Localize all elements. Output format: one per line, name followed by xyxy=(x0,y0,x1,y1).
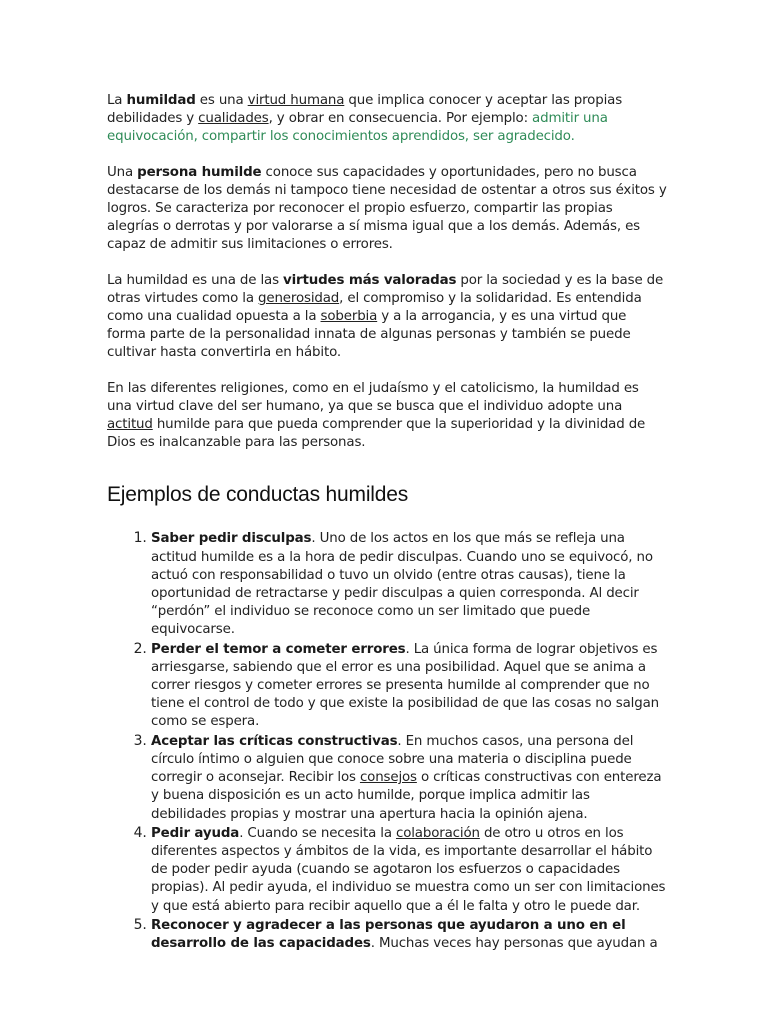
link-consejos[interactable]: consejos xyxy=(359,770,417,786)
list-item: 2. Perder el temor a cometer errores. La única forma de lograr objetivos es arriesgarse, sabiendo que el error es una posibilidad. Aquel que se anima a correr riesgos y cometer errores se presenta humilde al comprender que no tiene el control de todo y que existe la posibilidad de que las cosas no salgan como se espera. xyxy=(151,640,667,732)
bold-term: humildad xyxy=(126,93,196,108)
paragraph-religiones: En las diferentes religiones, como en el judaísmo y el catolicismo, la humildad es una virtud clave del ser humano, ya que se busca que el individuo adopte una actitud humilde para que pueda comprender que la superioridad y la divinidad de Dios es inalcanzable para las personas. xyxy=(107,380,646,451)
section-heading: Ejemplos de conductas humildes xyxy=(107,483,409,507)
bold-term: persona humilde xyxy=(137,164,262,180)
examples-list xyxy=(107,529,667,953)
list-item: 1. Saber pedir disculpas. Uno de los actos en los que más se refleja una actitud humilde es a la hora de pedir disculpas. Cuando uno se equivocó, no actuó con responsabilidad o tuvo un olvido (entre otras causas), tiene la oportunidad de retractarse y pedir disculpas a quien corresponda. Al decir “perdón” el individuo se reconoce como un ser limitado que puede equivocarse. xyxy=(151,529,667,639)
document-body xyxy=(107,92,667,953)
paragraph-virtudes: La humildad es una de las virtudes más valoradas por la sociedad y es la base de otras virtudes como la generosidad, el compromiso y la solidaridad. Es entendida como una cualidad opuesta a la soberbia y a la arrogancia, y es una virtud que forma parte de la personalidad innata de algunas personas y también se puede cultivar hasta convertirla en hábito. xyxy=(107,272,664,361)
example-text: admitir una equivocación, compartir los conocimientos aprendidos, ser agradecido. xyxy=(107,111,608,145)
link-cualidades[interactable]: cualidades xyxy=(198,111,269,127)
link-colaboracion[interactable]: colaboración xyxy=(395,825,480,841)
paragraph-humildad-definition: La humildad es una virtud humana que implica conocer y aceptar las propias debilidades y cualidades, y obrar en consecuencia. Por ejemplo: admitir una equivocación, compartir los conocimientos aprendidos, ser agradecido. xyxy=(107,93,623,145)
bold-term: virtudes más valoradas xyxy=(283,272,457,288)
paragraph-persona-humilde: Una persona humilde conoce sus capacidades y oportunidades, pero no busca destacarse de los demás ni tampoco tiene necesidad de ostentar a otros sus éxitos y logros. Se caracteriza por reconocer el propio esfuerzo, compartir las propias alegrías o derrotas y por valorarse a sí misma igual que a los demás. Además, es capaz de admitir sus limitaciones o errores. xyxy=(107,164,667,253)
list-item: 4. Pedir ayuda. Cuando se necesita la colaboración de otro u otros en los diferentes aspectos y ámbitos de la vida, es importante desarrollar el hábito de poder pedir ayuda (cuando se agotaron los esfuerzos o capacidades propias). Al pedir ayuda, el individuo se muestra como un ser con limitaciones y que está abierto para recibir aquello que a él le falta y otro le puede dar. xyxy=(151,824,667,916)
link-actitud[interactable]: actitud xyxy=(107,417,153,433)
list-item: 3. Aceptar las críticas constructivas. En muchos casos, una persona del círculo íntimo o alguien que conoce sobre una materia o disciplina puede corregir o aconsejar. Recibir los consejos o críticas constructivas con entereza y buena disposición es un acto humilde, porque implica admitir las debilidades propias y mostrar una apertura hacia la opinión ajena. xyxy=(151,732,667,824)
list-item: 5. Reconocer y agradecer a las personas que ayudaron a uno en el desarrollo de las capacidades. Muchas veces hay personas que ayudan a xyxy=(151,916,667,953)
link-generosidad[interactable]: generosidad xyxy=(258,290,340,306)
link-soberbia[interactable]: soberbia xyxy=(320,309,378,325)
link-virtud-humana[interactable]: virtud humana xyxy=(247,93,345,108)
